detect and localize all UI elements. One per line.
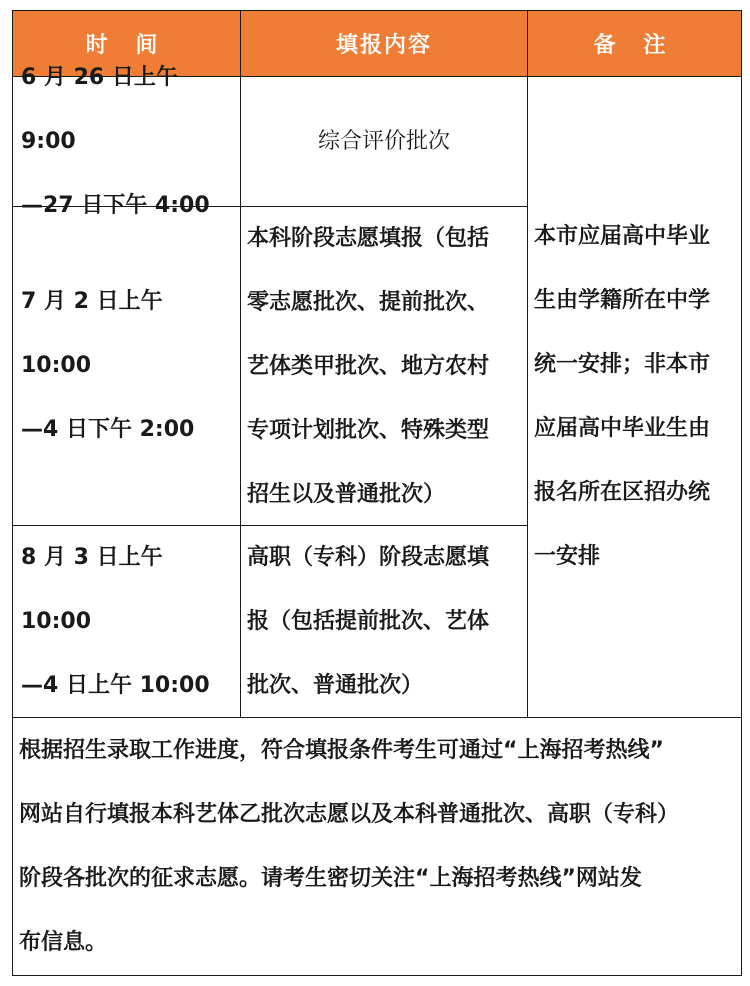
- notes-line-4: 应届高中毕业生由: [534, 416, 711, 441]
- row1-time-line-2: —27 日下午 4:00: [21, 192, 210, 218]
- row2-content-line-1: 本科阶段志愿填报（包括: [247, 226, 490, 251]
- header-time-label: 时 间: [85, 33, 168, 58]
- schedule-table: [12, 10, 742, 976]
- row1-content: [240, 76, 528, 207]
- footer-line-4: 布信息。: [19, 929, 108, 955]
- footer-line-2: 网站自行填报本科艺体乙批次志愿以及本科普通批次、高职（专科）: [19, 801, 680, 827]
- row1-time-line-1: 6 月 26 日上午 9:00: [21, 64, 178, 154]
- row2-content-line-4: 专项计划批次、特殊类型: [247, 418, 490, 443]
- header-content-label: 填报内容: [335, 33, 432, 58]
- footer-line-1: 根据招生录取工作进度，符合填报条件考生可通过“上海招考热线”: [19, 737, 664, 763]
- row3-time: [12, 525, 241, 718]
- row2-content-line-3: 艺体类甲批次、地方农村: [247, 354, 490, 379]
- row1-time: [12, 64, 241, 218]
- row1-content-line-1: 综合评价批次: [317, 128, 450, 154]
- row2-content-line-5: 招生以及普通批次）: [247, 482, 446, 507]
- notes-line-5: 报名所在区招办统: [534, 480, 711, 505]
- row3-content-line-3: 批次、普通批次）: [247, 673, 424, 698]
- header-notes-label: 备 注: [593, 33, 676, 58]
- header-notes: [527, 10, 742, 77]
- row2-time-line-2: —4 日下午 2:00: [21, 417, 195, 442]
- notes-line-2: 生由学籍所在中学: [534, 288, 711, 313]
- row3-time-line-2: —4 日上午 10:00: [21, 672, 210, 698]
- header-content: [240, 10, 528, 77]
- row2-content-line-2: 零志愿批次、提前批次、: [247, 290, 490, 315]
- notes-cell: [527, 76, 742, 718]
- row3-content: [240, 525, 528, 718]
- notes-line-3: 统一安排；非本市: [534, 352, 711, 377]
- notes-line-6: 一安排: [534, 544, 601, 569]
- footer-line-3: 阶段各批次的征求志愿。请考生密切关注“上海招考热线”网站发: [19, 865, 642, 891]
- row3-content-line-2: 报（包括提前批次、艺体: [247, 609, 490, 634]
- row2-content: [240, 206, 528, 526]
- row3-time-line-1: 8 月 3 日上午 10:00: [21, 544, 163, 634]
- footer-note: [12, 717, 742, 976]
- notes-line-1: 本市应届高中毕业: [534, 224, 711, 249]
- row2-time: [12, 206, 241, 526]
- row2-time-line-1: 7 月 2 日上午 10:00: [21, 289, 163, 378]
- row3-content-line-1: 高职（专科）阶段志愿填: [247, 545, 490, 570]
